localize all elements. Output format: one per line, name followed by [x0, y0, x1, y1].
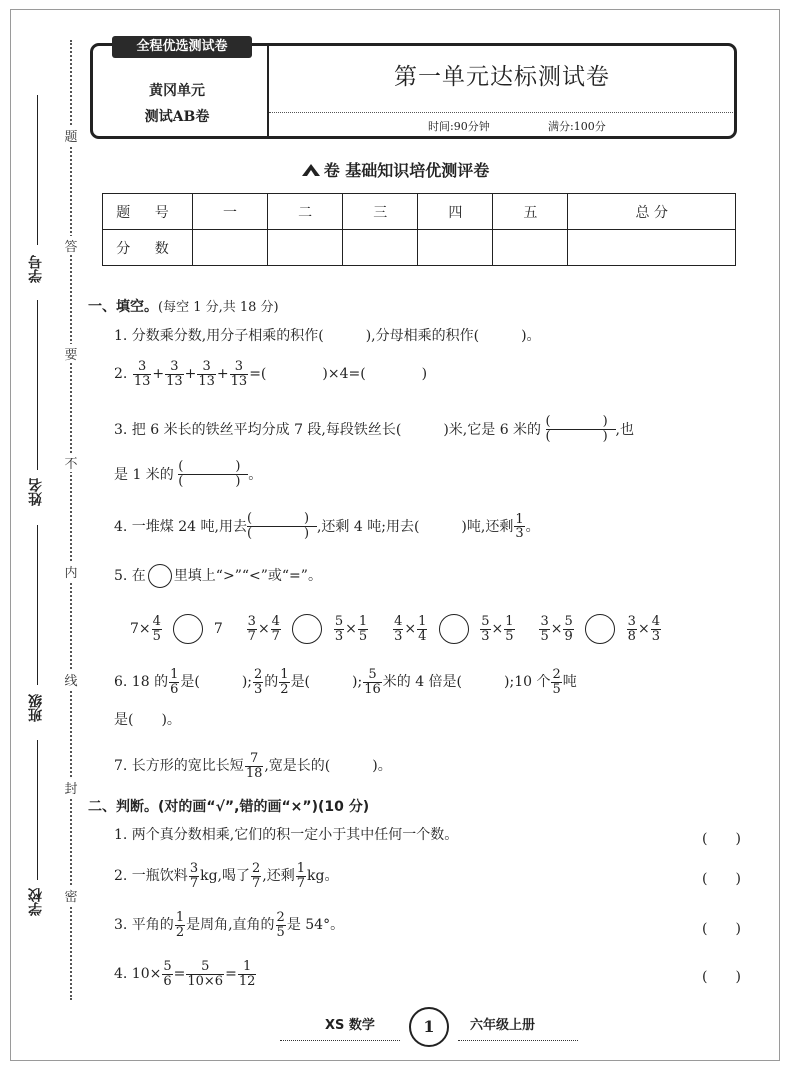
- score-input-cell[interactable]: [343, 230, 418, 266]
- q7-text-2: ,宽是长的( )。: [264, 758, 392, 775]
- fraction: $\frac{5}{6}$: [163, 959, 172, 989]
- compare-row: [130, 614, 662, 644]
- fraction: $\frac{1}{2}$: [280, 667, 289, 697]
- plus-sign: +: [152, 366, 165, 383]
- compare-circle[interactable]: [173, 614, 203, 644]
- score-input-cell[interactable]: [493, 230, 568, 266]
- question-2-3: [114, 911, 344, 939]
- question-1-7: [114, 752, 392, 780]
- table-cell: 一: [193, 194, 268, 230]
- seal-char: 不: [62, 453, 80, 472]
- footer-grade: 六年级上册: [470, 1018, 536, 1033]
- q5-text-2: 里填上“>”“<”或“=”。: [173, 568, 322, 584]
- j4-text: =: [173, 966, 186, 983]
- q6-text: 吨: [562, 674, 577, 691]
- fraction: $\frac{3}{13}$: [166, 359, 183, 389]
- table-row: [103, 194, 736, 230]
- q4-text-2: ,还剩 4 吨;用去( )吨,还剩: [316, 518, 514, 535]
- question-1-6: [114, 668, 577, 696]
- full-score: 满分:100分: [548, 120, 606, 133]
- j3-text: 是 54°。: [286, 917, 345, 934]
- q3-text: 3. 把 6 米长的铁丝平均分成 7 段,每段铁丝长( )米,它是 6 米的: [114, 421, 542, 438]
- table-cell: 五: [493, 194, 568, 230]
- j3-text: 是周角,直角的: [186, 917, 275, 934]
- q6-text: 是( );: [290, 674, 363, 691]
- q6-text: 是( );: [180, 674, 252, 691]
- question-1-2: [114, 360, 427, 388]
- table-cell: 三: [343, 194, 418, 230]
- table-row: [103, 230, 736, 266]
- question-1-1: 1. 分数乘分数,用分子相乘的积作( ),分母相乘的积作( )。: [114, 328, 541, 344]
- name-line: [37, 300, 38, 470]
- fraction: $\frac{1}{6}$: [170, 667, 179, 697]
- answer-paren[interactable]: ( ): [702, 831, 741, 847]
- fraction: $\frac{3}{13}$: [198, 359, 215, 389]
- score-table: [102, 193, 736, 266]
- answer-fraction-blank[interactable]: ( ) ( ): [546, 415, 616, 445]
- q6-text: 6. 18 的: [114, 674, 169, 691]
- class-label: 班级: [28, 694, 44, 722]
- question-1-3-cont: [114, 460, 262, 490]
- q-number: 2.: [114, 366, 128, 383]
- seal-char: 内: [62, 562, 80, 581]
- plus-sign: +: [184, 366, 197, 383]
- page-title: 第一单元达标测试卷: [394, 64, 610, 90]
- a-letter-icon: [301, 163, 321, 177]
- section-1-note: (每空 1 分,共 18 分): [158, 300, 279, 315]
- q3-text-2: 是 1 米的: [114, 466, 174, 483]
- fraction: $\frac{2}{5}$: [276, 910, 285, 940]
- fraction: $\frac{5}{16}$: [364, 667, 381, 697]
- footer-dotted-line: [280, 1040, 400, 1041]
- fraction: $\frac{2}{7}$: [252, 861, 261, 891]
- j3-text: 3. 平角的: [114, 917, 174, 934]
- fraction: $\frac{1}{2}$: [175, 910, 185, 940]
- fraction: $\frac{5}{10\times 6}$: [187, 959, 224, 989]
- j2-text: 2. 一瓶饮料: [114, 868, 188, 885]
- answer-fraction-blank[interactable]: ( ) ( ): [247, 512, 317, 542]
- fraction: $\frac{3}{13}$: [133, 359, 151, 389]
- circle-symbol: [148, 564, 172, 588]
- seal-char: 答: [62, 236, 80, 255]
- q3-tail: ,也: [615, 421, 634, 438]
- fraction: $\frac{3}{13}$: [230, 359, 248, 389]
- j2-text: ,还剩: [262, 868, 295, 885]
- school-label: 学校: [28, 888, 44, 916]
- q3-period: 。: [248, 466, 263, 483]
- compare-item: $\frac{3}{5}$ × $\frac{5}{9}$ $\frac{3}{8}$ × $\frac{4}{3}$: [540, 613, 660, 644]
- question-1-3: [114, 415, 634, 445]
- class-line: [37, 525, 38, 685]
- score-input-cell[interactable]: [268, 230, 343, 266]
- compare-circle[interactable]: [439, 614, 469, 644]
- plus-sign: +: [216, 366, 229, 383]
- score-input-cell[interactable]: [418, 230, 493, 266]
- brand-line-1: 黄冈单元: [149, 83, 205, 99]
- j4-text: =: [225, 966, 237, 983]
- time-limit: 时间:90分钟: [428, 120, 490, 133]
- fraction: $\frac{7}{18}$: [245, 751, 263, 781]
- j4-text: 4. 10×: [114, 966, 162, 983]
- q6-text: 米的 4 倍是( );10 个: [382, 674, 551, 691]
- page-number: 1: [409, 1007, 449, 1047]
- fraction: $\frac{1}{7}$: [296, 861, 306, 891]
- section-subtitle: [0, 158, 790, 181]
- score-input-cell[interactable]: [568, 230, 736, 266]
- q7-text: 7. 长方形的宽比长短: [114, 758, 244, 775]
- table-cell: 分 数: [103, 230, 193, 266]
- question-1-5: [114, 564, 322, 588]
- seal-char: 线: [62, 670, 80, 689]
- q2-tail: =( )×4=( ): [249, 366, 428, 383]
- seal-char: 题: [62, 126, 80, 145]
- j2-text: kg。: [307, 868, 339, 885]
- score-input-cell[interactable]: [193, 230, 268, 266]
- question-2-2: [114, 862, 338, 890]
- q5-text: 5. 在: [114, 568, 146, 584]
- question-1-4: [114, 512, 540, 542]
- brand-line-2: 测试AB卷: [144, 109, 210, 125]
- question-1-6-cont: 是( )。: [114, 712, 181, 728]
- subtitle-text: 卷 基础知识培优测评卷: [323, 161, 490, 180]
- compare-circle[interactable]: [585, 614, 615, 644]
- answer-paren[interactable]: ( ): [702, 921, 741, 937]
- fraction: $\frac{1}{12}$: [238, 959, 256, 989]
- question-2-1: 1. 两个真分数相乘,它们的积一定小于其中任何一个数。: [114, 827, 459, 843]
- footer-dotted-line: [458, 1040, 578, 1041]
- series-tag: 全程优选测试卷: [112, 36, 252, 58]
- compare-item: 7× $\frac{4}{5}$ 7: [130, 613, 223, 644]
- q4-text: 4. 一堆煤 24 吨,用去: [114, 518, 247, 535]
- section-1-heading: [88, 296, 279, 316]
- question-2-4: [114, 960, 257, 988]
- answer-paren[interactable]: ( ): [702, 969, 741, 985]
- table-cell: 二: [268, 194, 343, 230]
- table-cell: 四: [418, 194, 493, 230]
- j2-text: kg,喝了: [200, 868, 250, 885]
- compare-item: $\frac{3}{7}$ × $\frac{4}{7}$ $\frac{5}{3}$ × $\frac{1}{5}$: [247, 613, 368, 644]
- answer-paren[interactable]: ( ): [702, 871, 741, 887]
- section-1-title: 一、填空。: [88, 299, 158, 315]
- fraction: $\frac{1}{3}$: [515, 511, 524, 542]
- table-cell: 题 号: [103, 194, 193, 230]
- footer-subject: XS 数学: [325, 1018, 375, 1033]
- fraction: $\frac{3}{7}$: [189, 861, 199, 891]
- binding-dotted-line: [70, 40, 72, 1000]
- q4-period: 。: [525, 518, 540, 535]
- answer-fraction-blank[interactable]: ( ) ( ): [178, 460, 248, 490]
- seal-char: 要: [62, 344, 80, 363]
- fraction: $\frac{2}{3}$: [254, 667, 263, 697]
- header-dotted-rule: [269, 112, 733, 113]
- seal-char: 密: [62, 886, 80, 905]
- student-id-label: 学号: [28, 255, 44, 283]
- table-cell: 总 分: [568, 194, 736, 230]
- compare-circle[interactable]: [292, 614, 322, 644]
- section-2-title: 二、判断。(对的画“√”,错的画“×”)(10 分): [88, 799, 370, 815]
- fraction: $\frac{2}{5}$: [552, 667, 561, 697]
- school-line: [37, 740, 38, 880]
- q6-text: 的: [264, 674, 279, 691]
- compare-item: $\frac{4}{3}$ × $\frac{1}{4}$ $\frac{5}{3}$ × $\frac{1}{5}$: [394, 613, 514, 644]
- name-label: 姓名: [28, 478, 44, 506]
- seal-char: 封: [62, 778, 80, 797]
